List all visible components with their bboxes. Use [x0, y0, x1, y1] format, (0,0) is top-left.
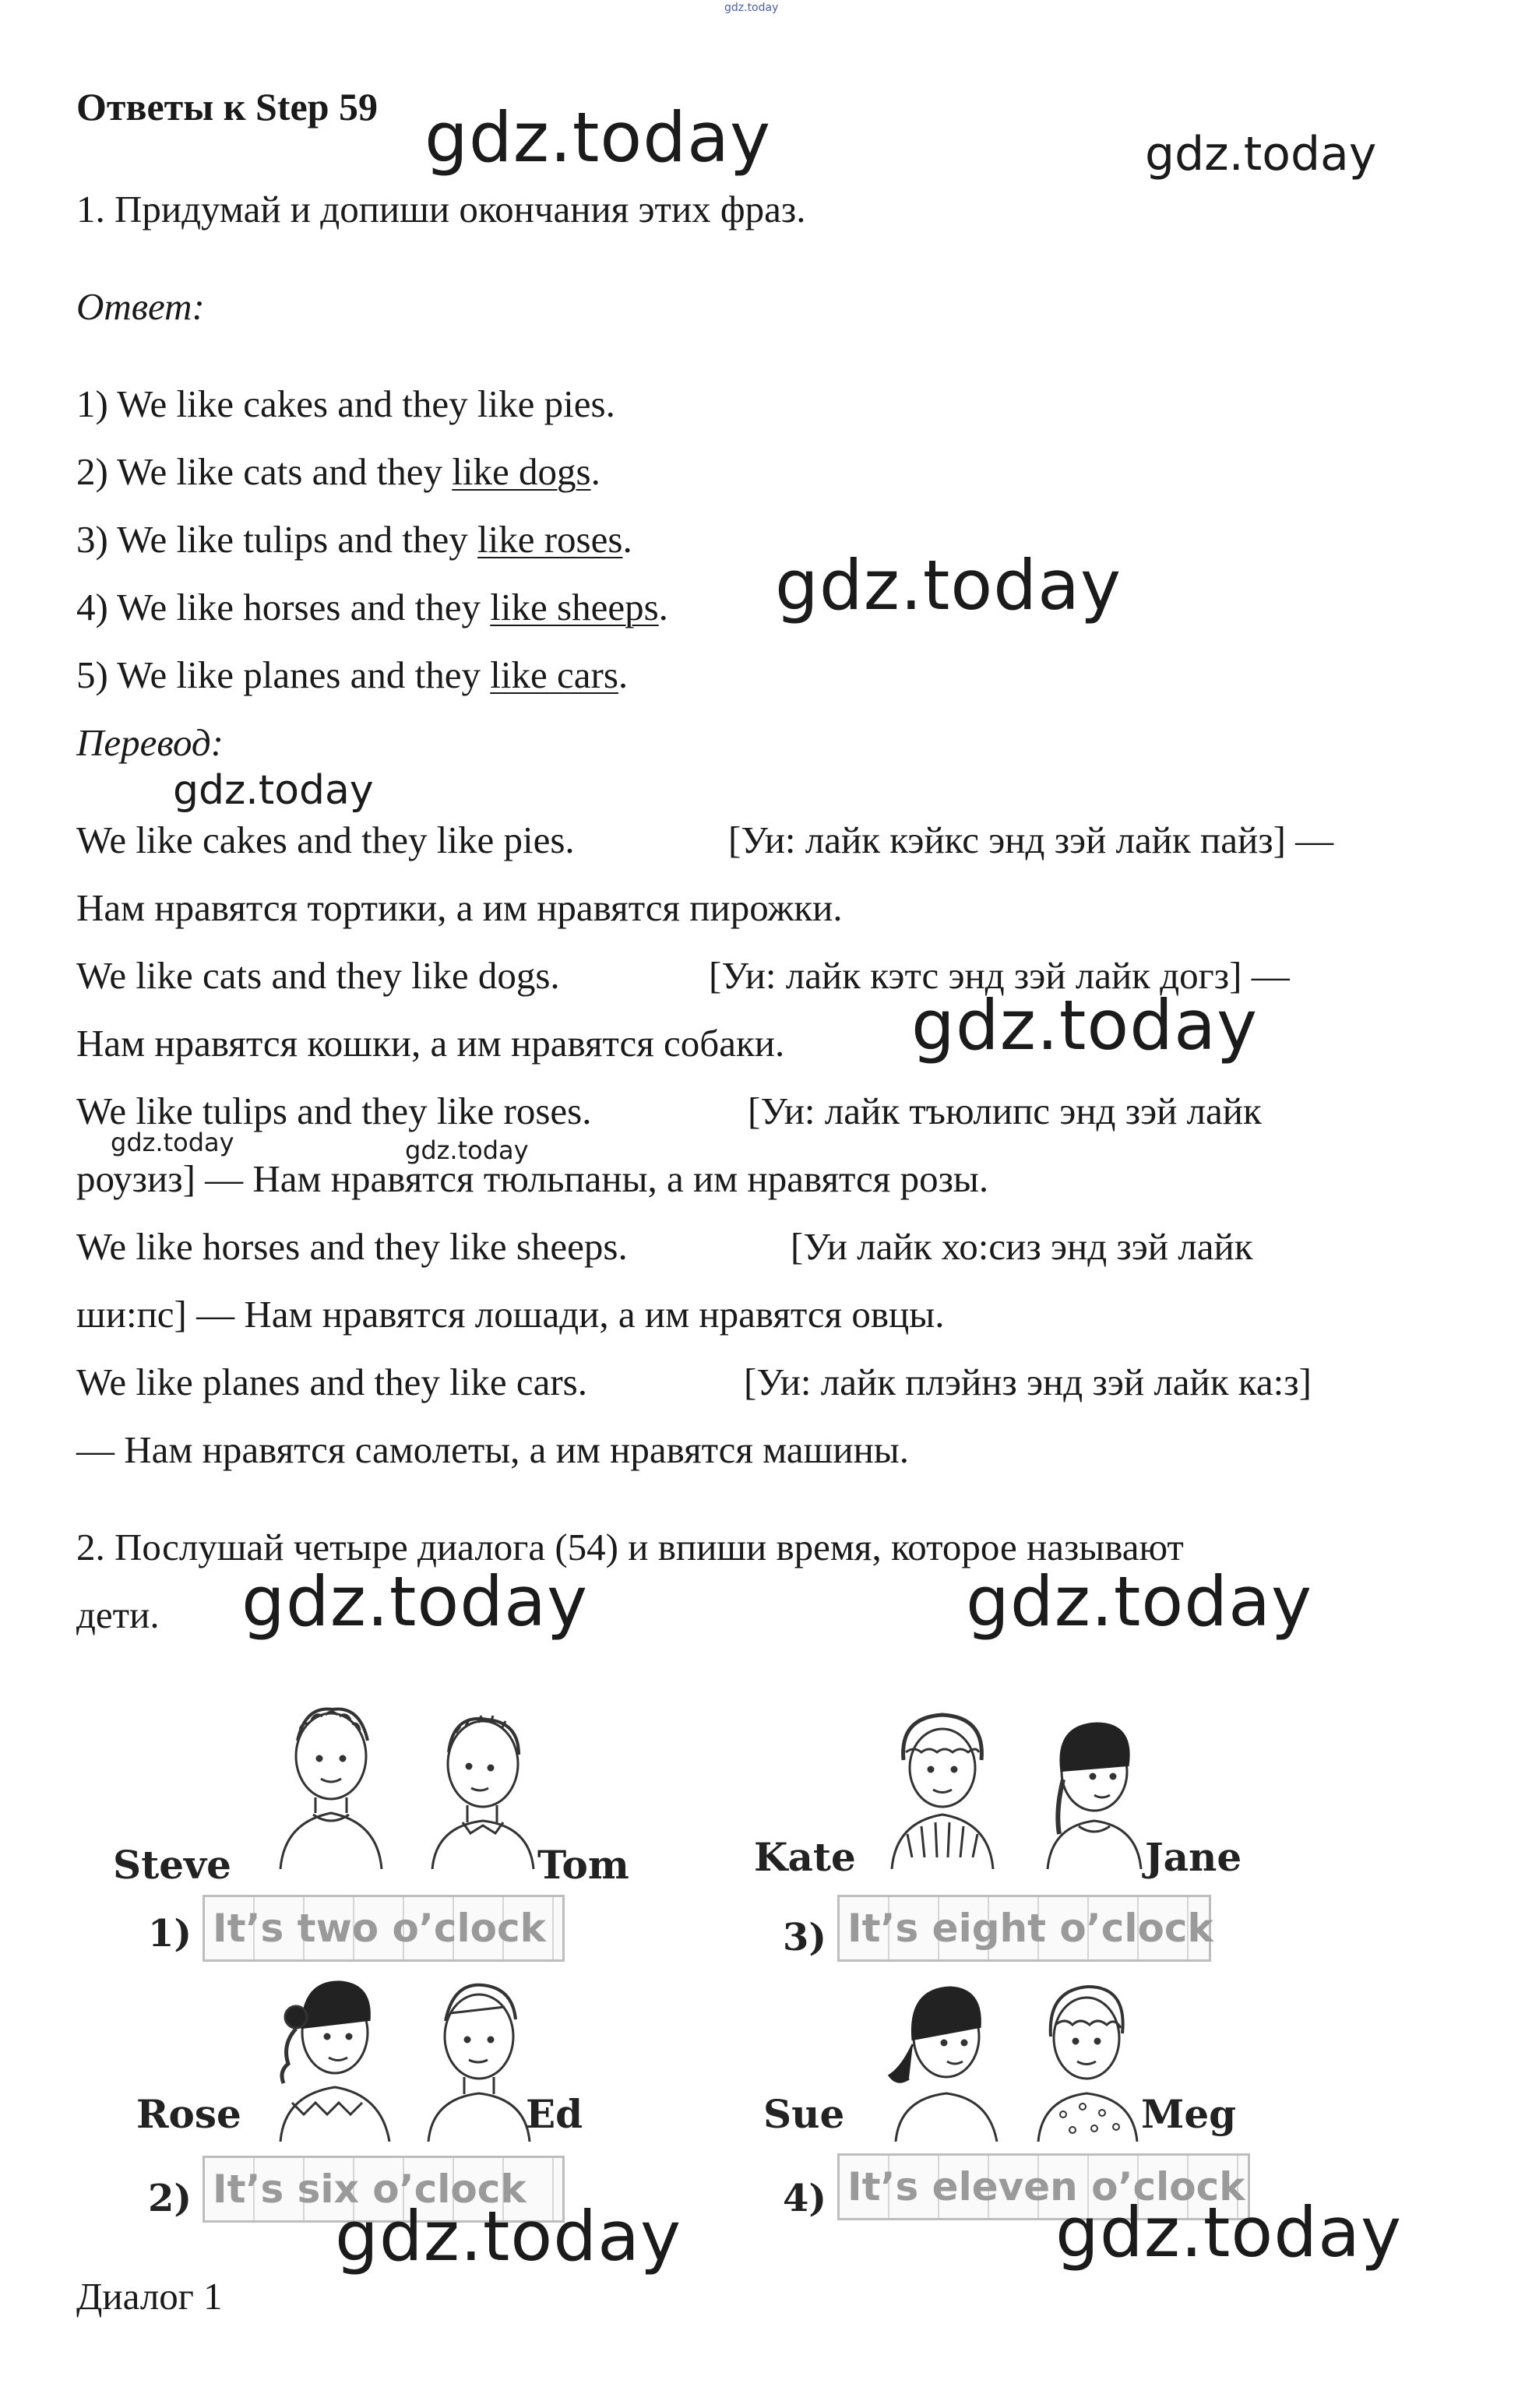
answer-line-3: 3) We like tulips and they like roses.	[76, 518, 632, 561]
name-ed: Ed	[526, 2091, 583, 2137]
watermark: gdz.today	[111, 1128, 234, 1157]
name-steve: Steve	[113, 1842, 231, 1888]
translation-line-5: We like tulips and they like roses.	[76, 1090, 592, 1132]
translation-line-6: роузиз] — Нам нравятся тюльпаны, а им нравятся розы.	[76, 1157, 989, 1200]
answer-box-4: It’s eleven o’clock	[837, 2153, 1250, 2220]
answer-box-1: It’s two o’clock	[203, 1895, 565, 1962]
watermark: gdz.today	[775, 545, 1122, 625]
watermark-top: gdz.today	[724, 2, 779, 14]
answer-label: Ответ:	[76, 285, 205, 328]
task1-instruction: 1. Придумай и допиши окончания этих фраз.	[76, 188, 806, 231]
watermark: gdz.today	[1055, 2192, 1403, 2272]
watermark: gdz.today	[335, 2196, 682, 2276]
footer-dialog-label: Диалог 1	[76, 2275, 223, 2318]
name-rose: Rose	[136, 2091, 241, 2137]
dialog-number-3: 3)	[783, 1916, 827, 1959]
watermark: gdz.today	[241, 1561, 589, 1642]
translation-line-1: We like cakes and they like pies.	[76, 819, 575, 861]
translation-line-4: Нам нравятся кошки, а им нравятся собаки.	[76, 1022, 785, 1065]
name-jane: Jane	[1145, 1834, 1242, 1880]
watermark: gdz.today	[405, 1135, 529, 1165]
girl-sue-icon	[872, 1974, 1005, 2142]
answer-box-3: It’s eight o’clock	[837, 1895, 1211, 1962]
dialog-number-1: 1)	[148, 1912, 192, 1956]
watermark: gdz.today	[911, 985, 1259, 1065]
translation-line-8: ши:пс] — Нам нравятся лошади, а им нравятся овцы.	[76, 1293, 945, 1336]
page-title: Ответы к Step 59	[76, 85, 379, 128]
girl-jane-icon	[1032, 1709, 1157, 1869]
transcription-5: [Уи: лайк плэйнз энд зэй лайк ка:з]	[744, 1361, 1312, 1403]
boy-tom-icon	[413, 1706, 545, 1869]
name-tom: Tom	[537, 1842, 629, 1888]
answer-line-1: 1) We like cakes and they like pies.	[76, 382, 615, 425]
girl-rose-icon	[257, 1970, 397, 2142]
translation-line-3: We like cats and they like dogs.	[76, 954, 560, 997]
transcription-2: [Уи: лайк кэтс энд зэй лайк догз] —	[709, 954, 1290, 997]
girl-meg-icon	[1024, 1974, 1157, 2142]
name-sue: Sue	[763, 2091, 845, 2137]
task2-instruction-line2: дети.	[76, 1593, 160, 1636]
dialog-number-4: 4)	[783, 2177, 827, 2220]
girl-kate-icon	[876, 1706, 1009, 1869]
dialog-illustration	[93, 1674, 1308, 2220]
watermark: gdz.today	[1145, 127, 1377, 181]
translation-line-10: — Нам нравятся самолеты, а им нравятся машины.	[76, 1428, 909, 1471]
answer-line-5: 5) We like planes and they like cars.	[76, 653, 629, 696]
boy-steve-icon	[265, 1698, 397, 1869]
watermark: gdz.today	[424, 97, 772, 178]
watermark: gdz.today	[173, 767, 374, 814]
name-meg: Meg	[1141, 2091, 1237, 2137]
translation-line-7: We like horses and they like sheeps.	[76, 1225, 628, 1268]
transcription-4: [Уи лайк хо:сиз энд зэй лайк	[791, 1225, 1253, 1268]
translation-line-9: We like planes and they like cars.	[76, 1361, 587, 1403]
watermark: gdz.today	[966, 1561, 1313, 1642]
transcription-1: [Уи: лайк кэйкс энд зэй лайк пайз] —	[728, 819, 1334, 861]
dialog-number-2: 2)	[148, 2177, 192, 2220]
name-kate: Kate	[754, 1834, 856, 1880]
task2-instruction-line1: 2. Послушай четыре диалога (54) и впиши время, которое называют	[76, 1526, 1184, 1568]
answer-line-4: 4) We like horses and they like sheeps.	[76, 586, 668, 628]
translation-label: Перевод:	[76, 721, 224, 764]
transcription-3: [Уи: лайк тъюлипс энд зэй лайк	[748, 1090, 1262, 1132]
answer-box-2: It’s six o’clock	[203, 2156, 565, 2223]
translation-line-2: Нам нравятся тортики, а им нравятся пирожки.	[76, 886, 843, 929]
answer-line-2: 2) We like cats and they like dogs.	[76, 450, 601, 493]
